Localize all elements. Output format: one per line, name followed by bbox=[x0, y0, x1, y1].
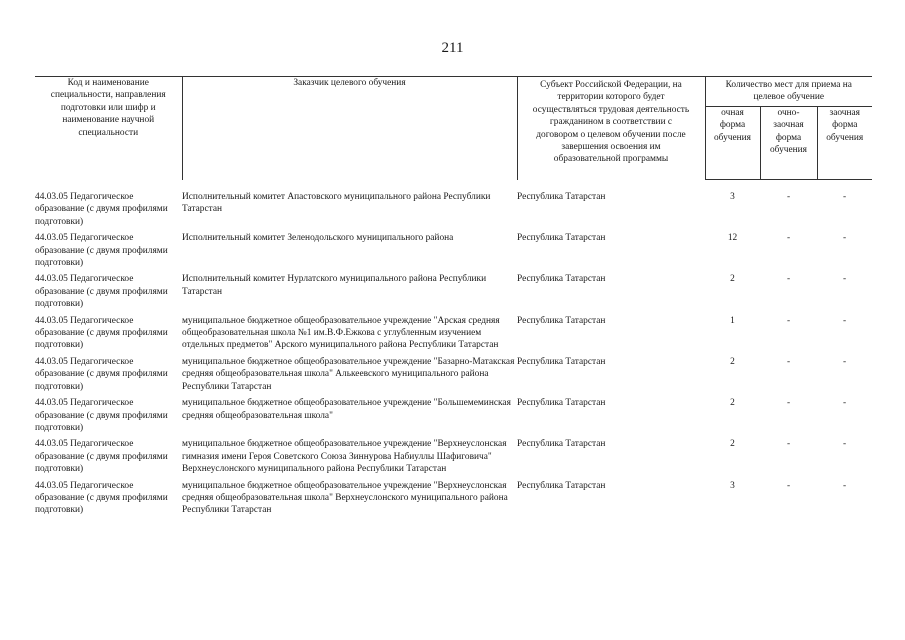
header-customer: Заказчик целевого обучения bbox=[182, 77, 517, 180]
subject-cell: Республика Татарстан bbox=[517, 480, 606, 491]
customer-cell: муниципальное бюджетное общеобразовательное учреждение "Верхнеуслонская средняя общеобразовательная школа" Верхнеуслонского муниципального района Республики Татарстан bbox=[182, 480, 508, 516]
extramural-cell: - bbox=[842, 480, 847, 491]
part-time-cell: - bbox=[786, 356, 791, 367]
extramural-cell: - bbox=[842, 398, 847, 409]
target-training-table bbox=[35, 76, 872, 521]
extramural-cell: - bbox=[842, 356, 847, 367]
full-time-cell: 12 bbox=[727, 233, 738, 244]
specialty-cell: 44.03.05 Педагогическое образование (с двумя профилями подготовки) bbox=[35, 356, 168, 392]
header-places: Количество мест для приема на целевое обучение bbox=[705, 77, 872, 107]
part-time-cell: - bbox=[786, 315, 791, 326]
extramural-cell: - bbox=[842, 274, 847, 285]
extramural-cell: - bbox=[842, 315, 847, 326]
specialty-cell: 44.03.05 Педагогическое образование (с двумя профилями подготовки) bbox=[35, 274, 168, 310]
header-subject: Субъект Российской Федерации, на территории которого будет осуществляться трудовая деятельность гражданином в соответствии с договором о целевом обучении после завершения освоения им образовательной программы bbox=[517, 77, 705, 180]
header-full-time: очная форма обучения bbox=[705, 107, 760, 180]
specialty-cell: 44.03.05 Педагогическое образование (с двумя профилями подготовки) bbox=[35, 480, 168, 516]
full-time-cell: 2 bbox=[730, 439, 735, 450]
table-row bbox=[35, 315, 872, 356]
full-time-cell: 3 bbox=[730, 480, 735, 491]
table-row bbox=[35, 438, 872, 479]
extramural-cell: - bbox=[842, 233, 847, 244]
table-row bbox=[35, 480, 872, 521]
subject-cell: Республика Татарстан bbox=[517, 233, 606, 244]
table-row bbox=[35, 356, 872, 397]
page-number: 211 bbox=[441, 40, 464, 56]
customer-cell: муниципальное бюджетное общеобразовательное учреждение "Базарно-Матакская средняя общеобразовательная школа" Алькеевского муниципального района Республики Татарстан bbox=[182, 356, 515, 392]
customer-cell: Исполнительный комитет Апастовского муниципального района Республики Татарстан bbox=[182, 192, 491, 215]
full-time-cell: 3 bbox=[730, 192, 735, 202]
customer-cell: муниципальное бюджетное общеобразовательное учреждение "Большемеминская средняя общеобразовательная школа" bbox=[182, 398, 511, 421]
specialty-cell: 44.03.05 Педагогическое образование (с двумя профилями подготовки) bbox=[35, 398, 168, 433]
specialty-cell: 44.03.05 Педагогическое образование (с двумя профилями подготовки) bbox=[35, 192, 168, 227]
header-part-time: очно-заочная форма обучения bbox=[760, 107, 817, 180]
part-time-cell: - bbox=[786, 274, 791, 285]
full-time-cell: 2 bbox=[730, 356, 735, 367]
subject-cell: Республика Татарстан bbox=[517, 356, 606, 367]
table-row bbox=[35, 191, 872, 232]
table-row bbox=[35, 232, 872, 273]
subject-cell: Республика Татарстан bbox=[517, 398, 606, 409]
header-extramural: заочная форма обучения bbox=[817, 107, 872, 180]
specialty-cell: 44.03.05 Педагогическое образование (с двумя профилями подготовки) bbox=[35, 439, 168, 475]
header-code: Код и наименование специальности, направления подготовки или шифр и наименование научной специальности bbox=[35, 77, 182, 180]
customer-cell: Исполнительный комитет Зеленодольского муниципального района bbox=[182, 233, 454, 244]
table-row bbox=[35, 397, 872, 438]
subject-cell: Республика Татарстан bbox=[517, 192, 606, 202]
table-row bbox=[35, 273, 872, 314]
part-time-cell: - bbox=[786, 398, 791, 409]
part-time-cell: - bbox=[786, 480, 791, 491]
specialty-cell: 44.03.05 Педагогическое образование (с двумя профилями подготовки) bbox=[35, 315, 168, 351]
customer-cell: Исполнительный комитет Нурлатского муниципального района Республики Татарстан bbox=[182, 274, 487, 297]
customer-cell: муниципальное бюджетное общеобразовательное учреждение "Арская средняя общеобразовательная школа №1 им.В.Ф.Ежкова с углубленным изучением отдельных предметов" Арского муниципального района Республики Татарстан bbox=[182, 315, 500, 351]
extramural-cell: - bbox=[842, 439, 847, 450]
subject-cell: Республика Татарстан bbox=[517, 315, 606, 326]
part-time-cell: - bbox=[786, 233, 791, 244]
full-time-cell: 2 bbox=[730, 398, 735, 409]
subject-cell: Республика Татарстан bbox=[517, 439, 606, 450]
full-time-cell: 1 bbox=[730, 315, 735, 326]
part-time-cell: - bbox=[786, 192, 791, 202]
part-time-cell: - bbox=[786, 439, 791, 450]
extramural-cell: - bbox=[842, 192, 847, 202]
full-time-cell: 2 bbox=[730, 274, 735, 285]
specialty-cell: 44.03.05 Педагогическое образование (с двумя профилями подготовки) bbox=[35, 233, 168, 269]
subject-cell: Республика Татарстан bbox=[517, 274, 606, 285]
customer-cell: муниципальное бюджетное общеобразовательное учреждение "Верхнеуслонская гимназия имени Героя Советского Союза Зиннурова Набиуллы Шафиговича" Верхнеуслонского муниципального района Республики Татарстан bbox=[182, 439, 507, 475]
